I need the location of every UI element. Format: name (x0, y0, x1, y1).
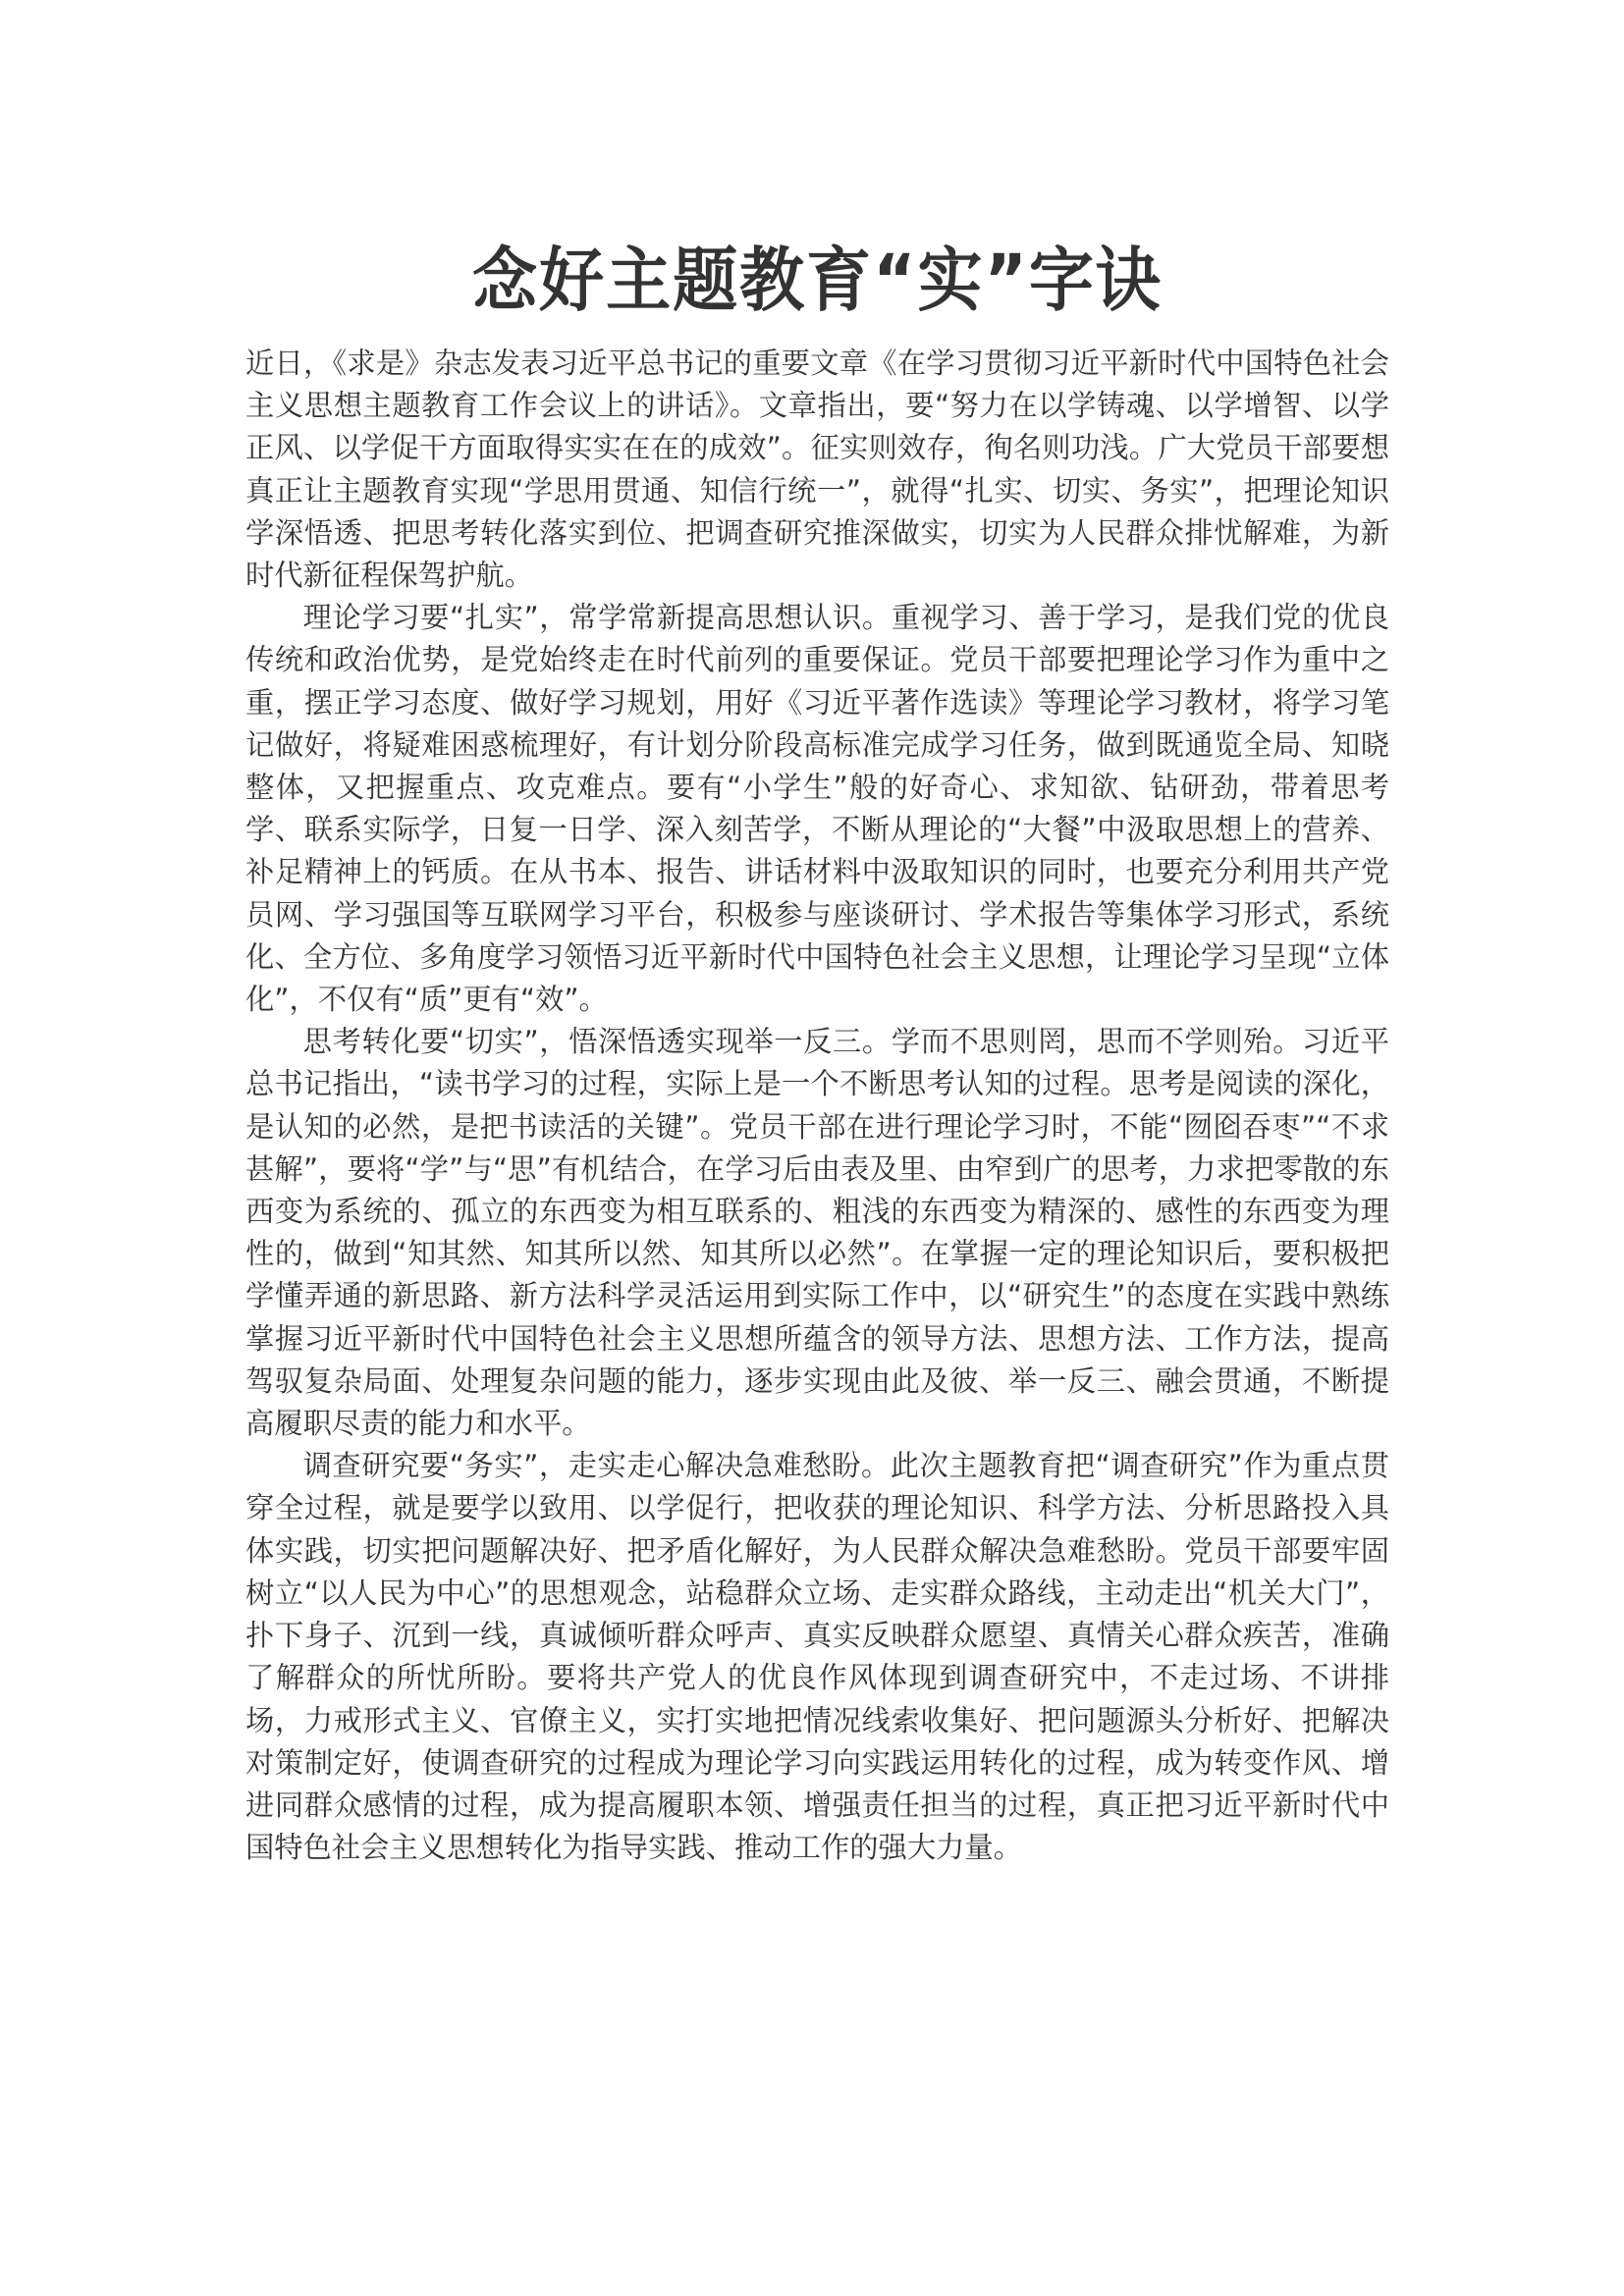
paragraph-theory-study: 理论学习要“扎实”，常学常新提高思想认识。重视学习、善于学习，是我们党的优良传统和政治优势，是党始终走在时代前列的重要保证。党员干部要把理论学习作为重中之重，摆正学习态度、做好学习规划，用好《习近平著作选读》等理论学习教材，将学习笔记做好，将疑难困惑梳理好，有计划分阶段高标准完成学习任务，做到既通览全局、知晓整体，又把握重点、攻克难点。要有“小学生”般的好奇心、求知欲、钻研劲，带着思考学、联系实际学，日复一日学、深入刻苦学，不断从理论的“大餐”中汲取思想上的营养、补足精神上的钙质。在从书本、报告、讲话材料中汲取知识的同时，也要充分利用共产党员网、学习强国等互联网学习平台，积极参与座谈研讨、学术报告等集体学习形式，系统化、全方位、多角度学习领悟习近平新时代中国特色社会主义思想，让理论学习呈现“立体化”，不仅有“质”更有“效”。 (245, 601, 1389, 1017)
document-title: 念好主题教育“实”字诀 (472, 239, 1163, 322)
paragraph-investigation-research: 调查研究要“务实”，走实走心解决急难愁盼。此次主题教育把“调查研究”作为重点贯穿全过程，就是要学以致用、以学促行，把收获的理论知识、科学方法、分析思路投入具体实践，切实把问题解决好、把矛盾化解好，为人民群众解决急难愁盼。党员干部要牢固树立“以人民为中心”的思想观念，站稳群众立场、走实群众路线，主动走出“机关大门”，扑下身子、沉到一线，真诚倾听群众呼声、真实反映群众愿望、真情关心群众疾苦，准确了解群众的所忧所盼。要将共产党人的优良作风体现到调查研究中，不走过场、不讲排场，力戒形式主义、官僚主义，实打实地把情况线索收集好、把问题源头分析好、把解决对策制定好，使调查研究的过程成为理论学习向实践运用转化的过程，成为转变作风、增进同群众感情的过程，成为提高履职本领、增强责任担当的过程，真正把习近平新时代中国特色社会主义思想转化为指导实践、推动工作的强大力量。 (245, 1449, 1389, 1865)
document-body (245, 343, 1389, 1869)
paragraph-thinking-transformation: 思考转化要“切实”，悟深悟透实现举一反三。学而不思则罔，思而不学则殆。习近平总书记指出，“读书学习的过程，实际上是一个不断思考认知的过程。思考是阅读的深化，是认知的必然，是把书读活的关键”。党员干部在进行理论学习时，不能“囫囵吞枣”“不求甚解”，要将“学”与“思”有机结合，在学习后由表及里、由窄到广的思考，力求把零散的东西变为系统的、孤立的东西变为相互联系的、粗浅的东西变为精深的、感性的东西变为理性的，做到“知其然、知其所以然、知其所以必然”。在掌握一定的理论知识后，要积极把学懂弄通的新思路、新方法科学灵活运用到实际工作中，以“研究生”的态度在实践中熟练掌握习近平新时代中国特色社会主义思想所蕴含的领导方法、思想方法、工作方法，提高驾驭复杂局面、处理复杂问题的能力，逐步实现由此及彼、举一反三、融会贯通，不断提高履职尽责的能力和水平。 (245, 1025, 1389, 1441)
paragraph-intro: 近日，《求是》杂志发表习近平总书记的重要文章《在学习贯彻习近平新时代中国特色社会主义思想主题教育工作会议上的讲话》。文章指出，要“努力在以学铸魂、以学增智、以学正风、以学促干方面取得实实在在的成效”。征实则效存，徇名则功浅。广大党员干部要想真正让主题教育实现“学思用贯通、知信行统一”，就得“扎实、切实、务实”，把理论知识学深悟透、把思考转化落实到位、把调查研究推深做实，切实为人民群众排忧解难，为新时代新征程保驾护航。 (245, 347, 1389, 593)
